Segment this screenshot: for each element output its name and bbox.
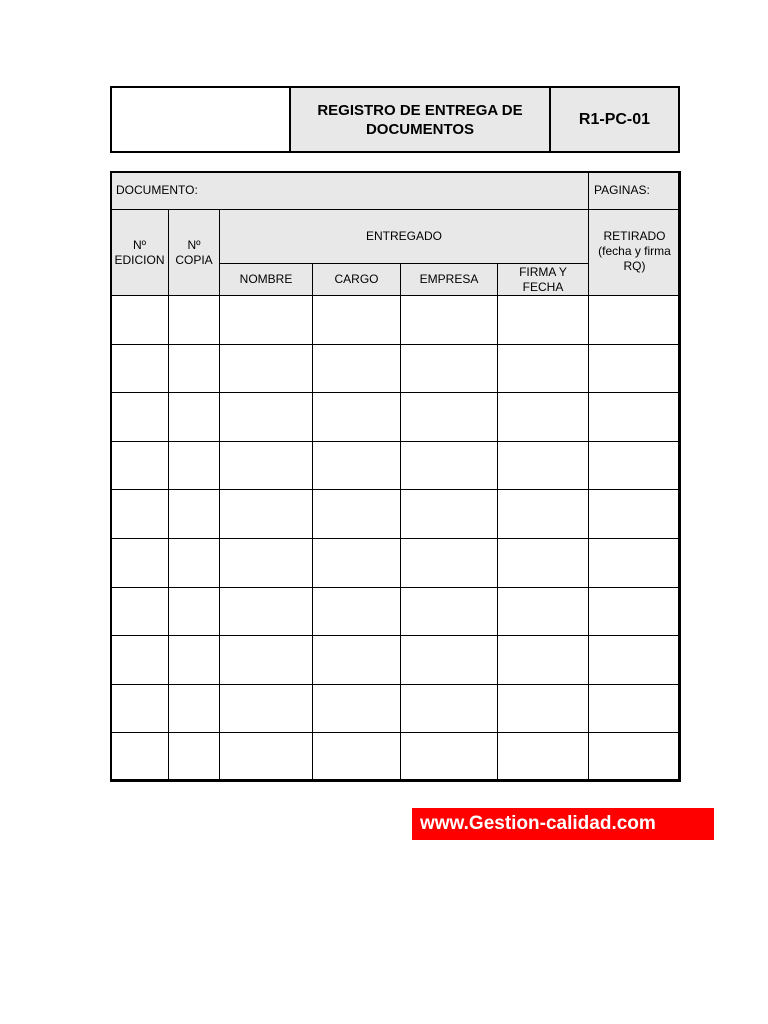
website-link[interactable]: www.Gestion-calidad.com: [412, 808, 714, 840]
cell-retirado[interactable]: [589, 441, 681, 490]
cell-nombre[interactable]: [220, 636, 313, 685]
copia-header: [169, 210, 220, 296]
cell-empresa[interactable]: [401, 441, 498, 490]
cell-cargo[interactable]: [313, 684, 401, 733]
cell-firma-fecha[interactable]: [498, 490, 589, 539]
title-line-2: DOCUMENTOS: [365, 120, 475, 138]
cell-nombre[interactable]: [220, 587, 313, 636]
cell-retirado[interactable]: [589, 684, 681, 733]
col-cargo-header: CARGO: [313, 264, 401, 296]
table-row: [111, 296, 681, 345]
cell-empresa[interactable]: [401, 490, 498, 539]
cell-empresa[interactable]: [401, 733, 498, 782]
retirado-line-1: RETIRADO: [603, 229, 666, 243]
cell-cargo[interactable]: [313, 393, 401, 442]
table-row: [111, 393, 681, 442]
cell-empresa[interactable]: [401, 684, 498, 733]
cell-copia[interactable]: [169, 393, 220, 442]
cell-retirado[interactable]: [589, 393, 681, 442]
table-row: [111, 733, 681, 782]
cell-cargo[interactable]: [313, 538, 401, 587]
document-title: [291, 88, 551, 151]
firma-line-2: FECHA: [522, 279, 564, 294]
table-row: [111, 441, 681, 490]
table-row: [111, 587, 681, 636]
cell-empresa[interactable]: [401, 636, 498, 685]
delivery-register-table: [110, 171, 681, 782]
cell-copia[interactable]: [169, 296, 220, 345]
cell-edicion[interactable]: [111, 684, 169, 733]
cell-firma-fecha[interactable]: [498, 684, 589, 733]
cell-edicion[interactable]: [111, 296, 169, 345]
cell-firma-fecha[interactable]: [498, 441, 589, 490]
cell-firma-fecha[interactable]: [498, 296, 589, 345]
cell-firma-fecha[interactable]: [498, 587, 589, 636]
cell-edicion[interactable]: [111, 393, 169, 442]
retirado-header: [589, 210, 681, 296]
cell-copia[interactable]: [169, 538, 220, 587]
table-row: [111, 636, 681, 685]
copia-line-1: Nº: [187, 237, 201, 252]
entregado-header: ENTREGADO: [220, 210, 589, 264]
edicion-line-1: Nº: [132, 237, 147, 252]
table-row: [111, 684, 681, 733]
cell-retirado[interactable]: [589, 344, 681, 393]
cell-retirado[interactable]: [589, 733, 681, 782]
table-row: [111, 344, 681, 393]
cell-nombre[interactable]: [220, 344, 313, 393]
copia-line-2: COPIA: [175, 252, 213, 267]
col-firma-fecha-header: [498, 264, 589, 296]
cell-cargo[interactable]: [313, 587, 401, 636]
cell-edicion[interactable]: [111, 344, 169, 393]
documento-label: DOCUMENTO:: [111, 172, 589, 210]
cell-copia[interactable]: [169, 636, 220, 685]
cell-nombre[interactable]: [220, 733, 313, 782]
cell-edicion[interactable]: [111, 538, 169, 587]
cell-empresa[interactable]: [401, 587, 498, 636]
retirado-line-3: RQ): [623, 259, 646, 273]
cell-copia[interactable]: [169, 733, 220, 782]
document-header: [110, 86, 680, 153]
col-nombre-header: NOMBRE: [220, 264, 313, 296]
cell-edicion[interactable]: [111, 490, 169, 539]
edicion-line-2: EDICION: [114, 252, 165, 267]
cell-firma-fecha[interactable]: [498, 538, 589, 587]
cell-retirado[interactable]: [589, 296, 681, 345]
cell-copia[interactable]: [169, 441, 220, 490]
cell-copia[interactable]: [169, 344, 220, 393]
cell-nombre[interactable]: [220, 296, 313, 345]
cell-empresa[interactable]: [401, 393, 498, 442]
cell-nombre[interactable]: [220, 538, 313, 587]
cell-edicion[interactable]: [111, 441, 169, 490]
cell-cargo[interactable]: [313, 344, 401, 393]
cell-copia[interactable]: [169, 587, 220, 636]
cell-copia[interactable]: [169, 490, 220, 539]
table-row: [111, 490, 681, 539]
cell-nombre[interactable]: [220, 393, 313, 442]
cell-cargo[interactable]: [313, 490, 401, 539]
cell-edicion[interactable]: [111, 587, 169, 636]
col-empresa-header: EMPRESA: [401, 264, 498, 296]
table-row: [111, 538, 681, 587]
title-line-1: REGISTRO DE ENTREGA DE: [317, 101, 523, 119]
paginas-label: PAGINAS:: [589, 172, 681, 210]
cell-edicion[interactable]: [111, 636, 169, 685]
cell-retirado[interactable]: [589, 538, 681, 587]
cell-firma-fecha[interactable]: [498, 344, 589, 393]
cell-edicion[interactable]: [111, 733, 169, 782]
cell-empresa[interactable]: [401, 344, 498, 393]
logo-box: [112, 88, 291, 151]
cell-empresa[interactable]: [401, 296, 498, 345]
edicion-header: [111, 210, 169, 296]
cell-nombre[interactable]: [220, 490, 313, 539]
firma-line-1: FIRMA Y: [519, 264, 567, 279]
cell-nombre[interactable]: [220, 684, 313, 733]
cell-retirado[interactable]: [589, 587, 681, 636]
cell-firma-fecha[interactable]: [498, 393, 589, 442]
cell-cargo[interactable]: [313, 296, 401, 345]
cell-retirado[interactable]: [589, 490, 681, 539]
cell-empresa[interactable]: [401, 538, 498, 587]
cell-nombre[interactable]: [220, 441, 313, 490]
document-code: R1-PC-01: [551, 88, 678, 151]
cell-retirado[interactable]: [589, 636, 681, 685]
cell-firma-fecha[interactable]: [498, 636, 589, 685]
cell-copia[interactable]: [169, 684, 220, 733]
cell-firma-fecha[interactable]: [498, 733, 589, 782]
cell-cargo[interactable]: [313, 441, 401, 490]
cell-cargo[interactable]: [313, 733, 401, 782]
retirado-line-2: (fecha y firma: [598, 244, 671, 258]
cell-cargo[interactable]: [313, 636, 401, 685]
